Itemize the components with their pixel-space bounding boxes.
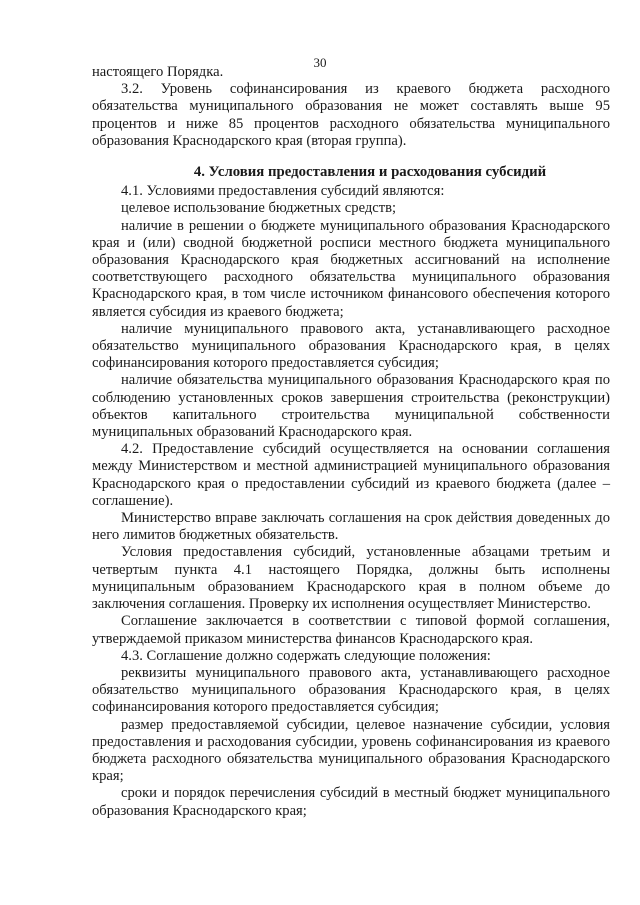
- paragraph-condition-3: наличие муниципального правового акта, устанавливающего расходное обязательство муниципального образования Краснодарского края, в целях софинансирования которого предоставляется субсидия;: [92, 320, 610, 372]
- paragraph-continuation: настоящего Порядка.: [92, 64, 224, 80]
- paragraph-4-1: 4.1. Условиями предоставления субсидий являются:: [121, 183, 445, 200]
- paragraph-conditions-fulfilment: Условия предоставления субсидий, установленные абзацами третьим и четвертым пункта 4.1 настоящего Порядка, должны быть исполнены муниципальным образованием Краснодарского края в полном объеме до заключения соглашения. Проверку их исполнения осуществляет Министерство.: [92, 544, 610, 613]
- paragraph-ministry-right: Министерство вправе заключать соглашения на срок действия доведенных до него лимитов бюджетных обязательств.: [92, 510, 610, 544]
- paragraph-4-3: 4.3. Соглашение должно содержать следующие положения:: [121, 647, 491, 664]
- paragraph-3-2: 3.2. Уровень софинансирования из краевого бюджета расходного обязательства муниципального образования не может составлять выше 95 процентов и ниже 85 процентов расходного обязательства муниципального образования Краснодарского края (вторая группа).: [92, 81, 610, 149]
- section-heading: 4. Условия предоставления и расходования субсидий: [193, 164, 547, 181]
- document-body: [92, 64, 610, 820]
- page-number: 30: [313, 55, 327, 70]
- paragraph-condition-2: наличие в решении о бюджете муниципального образования Краснодарского края и (или) сводной бюджетной росписи местного бюджета муниципального образования Краснодарского края бюджетных ассигнований на исполнение соответствующего расходного обязательства муниципального образования Краснодарского края, в том числе источником финансового обеспечения которого является субсидия из краевого бюджета;: [92, 217, 610, 320]
- paragraph-provision-3: сроки и порядок перечисления субсидий в местный бюджет муниципального образования Краснодарского края;: [92, 785, 610, 819]
- paragraph-provision-2: размер предоставляемой субсидии, целевое назначение субсидии, условия предоставления и расходования субсидии, уровень софинансирования из краевого бюджета расходного обязательства муниципального образования Краснодарского края;: [92, 716, 610, 785]
- paragraph-provision-1: реквизиты муниципального правового акта, устанавливающего расходное обязательство муниципального образования Краснодарского края, в целях софинансирования которого предоставляется субсидия;: [92, 664, 610, 716]
- paragraph-agreement-form: Соглашение заключается в соответствии с типовой формой соглашения, утверждаемой приказом министерства финансов Краснодарского края.: [92, 613, 610, 647]
- paragraph-4-2: 4.2. Предоставление субсидий осуществляется на основании соглашения между Министерством и местной администрацией муниципального образования Краснодарского края о предоставлении субсидий из краевого бюджета (далее – соглашение).: [92, 441, 610, 509]
- paragraph-condition-4: наличие обязательства муниципального образования Краснодарского края по соблюдению установленных сроков завершения строительства (реконструкции) объектов капитального строительства муниципальной собственности муниципальных образований Краснодарского края.: [92, 372, 610, 441]
- paragraph-condition-1: целевое использование бюджетных средств;: [121, 200, 397, 217]
